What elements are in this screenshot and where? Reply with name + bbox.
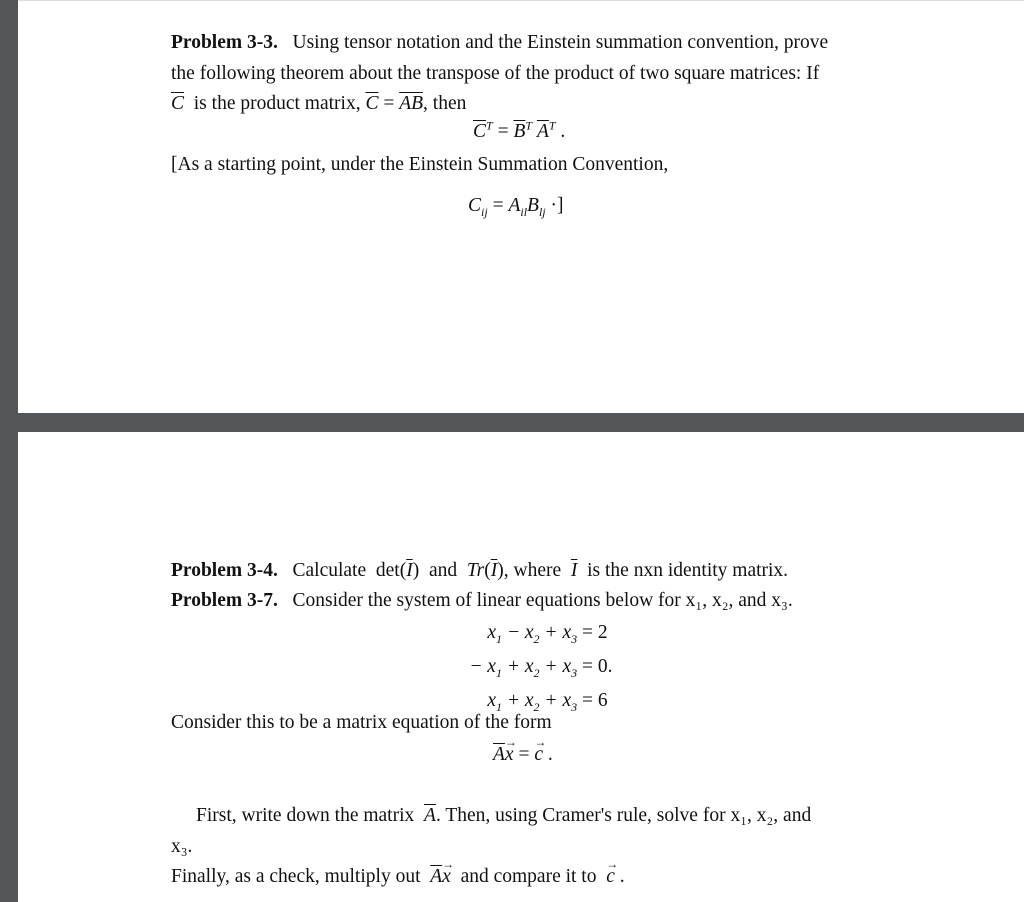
finally-text-b: and compare it to [460,866,597,887]
document-page-1 [18,0,1024,413]
p34-text-end: is the nxn identity matrix. [587,560,789,581]
problem-3-4-line: Problem 3-4. Calculate $\det(\overline{I})$ and $Tr(\overline{I})$, where $\overline{I}$ is the nxn identity matrix. [171,560,789,581]
problem-3-4-label: Problem 3-4. [171,560,278,581]
problem-3-3-line-3: $\overline{C}$ is the product matrix, $\overline{C} = \overline{AB}$, then [171,93,467,114]
p34-where: , where [503,560,562,581]
equation-3: $x_1 + x_2 + x_3$ = 6 [428,684,628,718]
matrix-equation: $\overline{A}x$ → = c → . [493,743,553,767]
equation-2: − $x_1 + x_2 + x_3$ = 0. [428,650,628,684]
starting-point-text: [As a starting point, under the Einstein Summation Convention, [171,154,669,175]
eq3-rhs: = 6 [582,690,608,711]
final-period: . [619,866,625,887]
p34-and: and [428,560,458,581]
p34-text-a: Calculate [292,560,367,581]
problem-3-3-text: Using tensor notation and the Einstein summation convention, prove [292,32,829,53]
problem-3-7-line [171,589,793,613]
einstein-closing: ·] [550,195,564,216]
problem-3-3-line-2: the following theorem about the transpose of the product of two square matrices: If [171,63,820,84]
matrix-form-text: Consider this to be a matrix equation of the form [171,712,552,733]
eq1-rhs: = 2 [582,622,608,643]
tr-text: Tr [466,560,485,581]
matrix-c-2: $\overline{C}$ [365,93,379,114]
problem-3-3-label: Problem 3-3. [171,32,278,53]
finally-text-a: Finally, as a check, multiply out [171,866,421,887]
first-text-a: First, write down the matrix [196,805,415,826]
transpose-equation: $\overline{C}^T = \overline{B}^T$ $\overline{A}^T$ . [473,118,566,142]
p37-intro: Consider the system of linear equations below for x₁, x₂, and x₃. [292,590,793,611]
first-text-b: . Then, using Cramer's rule, solve for x₁, x₂, and [435,805,812,826]
einstein-equation: $C_{ij} = A_{il}B_{lj}$ ·] [468,195,564,219]
det-text: det [375,560,400,581]
document-page-2 [18,432,1024,902]
problem-3-7-label: Problem 3-7. [171,590,278,611]
equation-1: $x_1 - x_2 + x_3$ = 2 [428,616,628,650]
matrix-ab: $\overline{AB}$ [399,93,424,114]
first-instruction: First, write down the matrix $\overline{A}$. Then, using Cramer's rule, solve for x₁, x₂, and [196,805,812,826]
line3-text-a: is the product matrix, [193,93,361,114]
matrix-c: $\overline{C}$ [171,93,185,114]
x3-line: x₃. [171,836,193,857]
problem-3-3-line-1 [171,31,828,55]
linear-system [428,616,628,718]
finally-instruction: Finally, as a check, multiply out $\overline{A}x$ → and compare it to c → . [171,865,625,889]
eq2-rhs: = 0. [582,656,613,677]
line3-text-b: , then [423,93,467,114]
